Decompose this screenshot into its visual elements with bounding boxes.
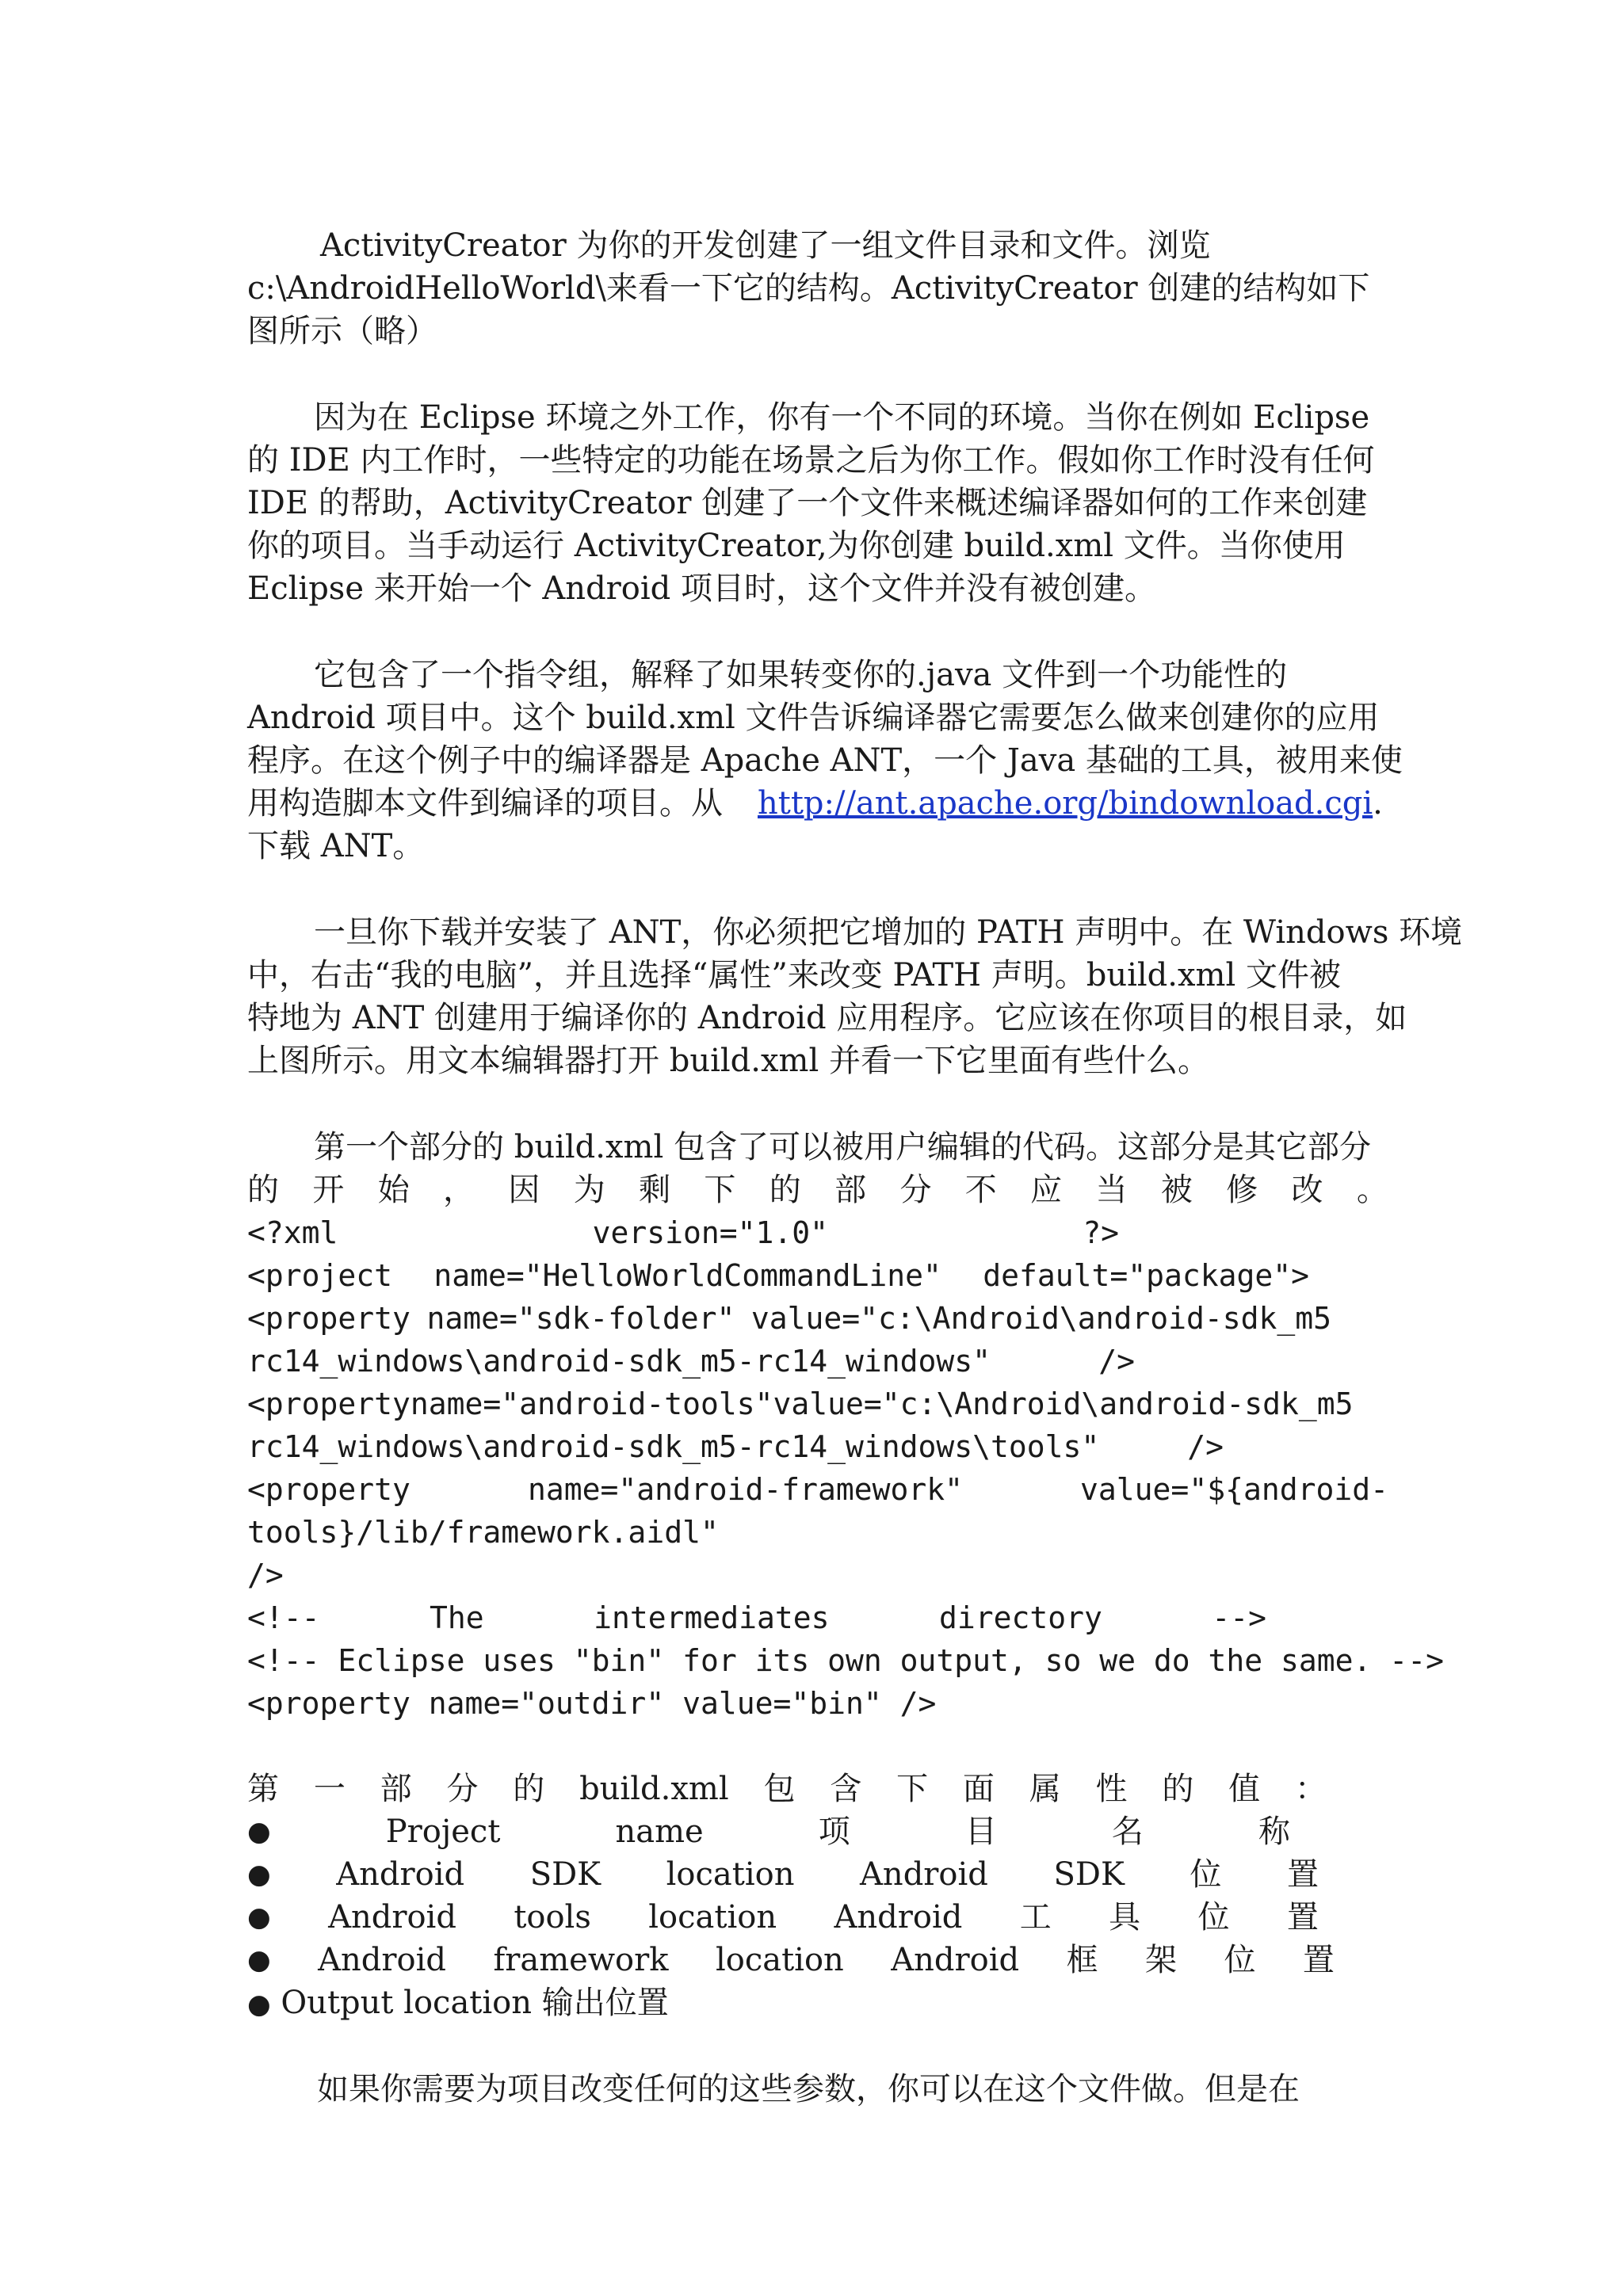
paragraph-1-line-1: ActivityCreator 为你的开发创建了一组文件目录和文件。浏览	[320, 227, 1211, 264]
paragraph-4-line-1: 一旦你下载并安装了 ANT，你必须把它增加的 PATH 声明中。在 Windows 环境	[314, 914, 1463, 951]
word: 性	[1095, 1771, 1128, 1807]
section-heading	[247, 1768, 1327, 1810]
code-line-2	[247, 1254, 1309, 1297]
word: 修	[1226, 1172, 1258, 1208]
word: The	[429, 1600, 484, 1635]
paragraph-2-line-3: IDE 的帮助，ActivityCreator 创建了一个文件来概述编译器如何的工作来创建	[247, 485, 1368, 521]
bullet-item-2	[247, 1853, 1319, 1896]
word: 名	[1111, 1814, 1144, 1850]
word: ●	[247, 1944, 271, 1976]
word: ●	[247, 1901, 271, 1933]
word: ，	[443, 1172, 475, 1208]
word: 因	[508, 1172, 540, 1208]
word: version="1.0"	[592, 1215, 829, 1250]
word: 面	[962, 1771, 995, 1807]
word: 剩	[639, 1172, 671, 1208]
word: 开	[312, 1172, 345, 1208]
paragraph-3-line-4-text: 用构造脚本文件到编译的项目。从	[247, 785, 723, 822]
word: ?>	[1083, 1215, 1119, 1250]
word: 应	[1030, 1172, 1063, 1208]
word: 分	[446, 1771, 479, 1807]
word: 置	[1287, 1856, 1319, 1893]
word: 目	[964, 1814, 997, 1850]
word: 为	[573, 1172, 605, 1208]
word: />	[1098, 1344, 1135, 1379]
word: Android	[860, 1856, 988, 1893]
code-line-1	[247, 1211, 1119, 1254]
code-line-9: />	[247, 1558, 284, 1592]
word: 位	[1197, 1899, 1230, 1936]
bullet-symbol: ●	[247, 1989, 271, 2020]
paragraph-4-line-3: 特地为 ANT 创建用于编译你的 Android 应用程序。它应该在你项目的根目录，如	[247, 1000, 1407, 1036]
word: framework	[493, 1942, 669, 1978]
paragraph-5-line-2	[247, 1169, 1388, 1211]
word: 始	[377, 1172, 410, 1208]
paragraph-3-line-3: 程序。在这个例子中的编译器是 Apache ANT，一个 Java 基础的工具，被用来使	[247, 742, 1403, 779]
word: 含	[830, 1771, 862, 1807]
word: ●	[247, 1859, 271, 1890]
word: 包	[763, 1771, 796, 1807]
word: <property	[247, 1301, 411, 1336]
word: value="${android-	[1080, 1472, 1388, 1507]
word: Android	[328, 1899, 456, 1936]
word: location	[715, 1942, 844, 1978]
word: ●	[247, 1816, 271, 1848]
word: 属	[1029, 1771, 1061, 1807]
word: Project	[385, 1814, 501, 1850]
code-line-3	[247, 1297, 1331, 1340]
paragraph-3-line-4-tail: .	[1373, 785, 1383, 822]
paragraph-3-line-5: 下载 ANT。	[247, 828, 425, 864]
word: 下	[704, 1172, 736, 1208]
word: ：	[1294, 1771, 1327, 1807]
word: rc14_windows\android-sdk_m5-rc14_windows\tools"	[247, 1429, 1100, 1464]
paragraph-3-line-1: 它包含了一个指令组，解释了如果转变你的.java 文件到一个功能性的	[314, 657, 1288, 693]
word: -->	[1212, 1600, 1266, 1635]
word: directory	[938, 1600, 1102, 1635]
word: SDK	[1053, 1856, 1125, 1893]
paragraph-2-line-4: 你的项目。当手动运行 ActivityCreator,为你创建 build.xml 文件。当你使用	[247, 528, 1346, 564]
paragraph-1-line-3: 图所示（略）	[247, 313, 437, 349]
word: 框	[1066, 1942, 1098, 1978]
word: 下	[896, 1771, 929, 1807]
word: name="HelloWorldCommandLine"	[433, 1258, 941, 1293]
paragraph-4-line-4: 上图所示。用文本编辑器打开 build.xml 并看一下它里面有些什么。	[247, 1043, 1209, 1079]
word: Android	[891, 1942, 1020, 1978]
word: <!--	[247, 1600, 320, 1635]
word: 置	[1286, 1899, 1319, 1936]
code-line-6	[247, 1425, 1224, 1468]
word: <?xml	[247, 1215, 338, 1250]
code-line-4	[247, 1340, 1135, 1383]
word: Android	[336, 1856, 465, 1893]
word: 的	[247, 1172, 279, 1208]
word: 具	[1109, 1899, 1141, 1936]
word: 部	[834, 1172, 867, 1208]
word: location	[666, 1856, 795, 1893]
word: 不	[964, 1172, 997, 1208]
bullet-item-1	[247, 1810, 1290, 1853]
word: intermediates	[594, 1600, 830, 1635]
code-line-7	[247, 1468, 1388, 1511]
word: value="c:\Android\android-sdk_m5	[750, 1301, 1331, 1336]
word: <project	[247, 1258, 393, 1293]
code-line-10	[247, 1596, 1266, 1639]
word: 值	[1228, 1771, 1261, 1807]
word: value="c:\Android\android-sdk_m5	[773, 1386, 1354, 1421]
ant-download-link[interactable]: http://ant.apache.org/bindownload.cgi	[758, 785, 1373, 822]
code-line-12: <property name="outdir" value="bin" />	[247, 1686, 937, 1721]
word: default="package">	[983, 1258, 1309, 1293]
word: 称	[1258, 1814, 1290, 1850]
bullet-item-5-text: Output location 输出位置	[281, 1985, 669, 2021]
word: location	[648, 1899, 777, 1936]
bullet-item-3	[247, 1896, 1319, 1939]
word: 分	[899, 1172, 932, 1208]
word: 架	[1145, 1942, 1178, 1978]
word: build.xml	[579, 1771, 729, 1807]
word: 项	[818, 1814, 850, 1850]
paragraph-5-line-1: 第一个部分的 build.xml 包含了可以被用户编辑的代码。这部分是其它部分	[314, 1129, 1371, 1165]
code-line-11: <!-- Eclipse uses "bin" for its own output, so we do the same. -->	[247, 1643, 1444, 1678]
word: 位	[1190, 1856, 1222, 1893]
word: 的	[769, 1172, 801, 1208]
paragraph-2-line-2: 的 IDE 内工作时，一些特定的功能在场景之后为你工作。假如你工作时没有任何	[247, 442, 1375, 479]
paragraph-3-line-4	[247, 782, 1388, 825]
word: />	[1187, 1429, 1224, 1464]
word: SDK	[529, 1856, 601, 1893]
paragraph-2-line-5: Eclipse 来开始一个 Android 项目时，这个文件并没有被创建。	[247, 570, 1156, 607]
word: <property	[247, 1386, 411, 1421]
paragraph-1-line-2: c:\AndroidHelloWorld\来看一下它的结构。ActivityCreator 创建的结构如下	[247, 270, 1370, 307]
word: 部	[380, 1771, 412, 1807]
word: 的	[513, 1771, 545, 1807]
word: name="android-framework"	[527, 1472, 964, 1507]
word: Android	[318, 1942, 446, 1978]
word: 。	[1356, 1172, 1388, 1208]
word: <property	[247, 1472, 411, 1507]
paragraph-4-line-2: 中，右击“我的电脑”，并且选择“属性”来改变 PATH 声明。build.xml 文件被	[247, 957, 1341, 994]
word: name	[615, 1814, 704, 1850]
word: Android	[834, 1899, 963, 1936]
word: 改	[1291, 1172, 1323, 1208]
code-line-8: tools}/lib/framework.aidl"	[247, 1515, 719, 1550]
word: 第	[247, 1771, 279, 1807]
code-line-5	[247, 1383, 1354, 1425]
word: 置	[1302, 1942, 1335, 1978]
word: 的	[1162, 1771, 1194, 1807]
word: name="sdk-folder"	[426, 1301, 735, 1336]
paragraph-3-line-2: Android 项目中。这个 build.xml 文件告诉编译器它需要怎么做来创建你的应用	[247, 700, 1380, 736]
bullet-item-4	[247, 1939, 1335, 1981]
word: rc14_windows\android-sdk_m5-rc14_windows"	[247, 1344, 991, 1379]
paragraph-6-line-1: 如果你需要为项目改变任何的这些参数，你可以在这个文件做。但是在	[317, 2071, 1300, 2107]
word: name="android-tools"	[410, 1386, 773, 1421]
word: 一	[313, 1771, 346, 1807]
paragraph-2-line-1: 因为在 Eclipse 环境之外工作，你有一个不同的环境。当你在例如 Eclipse	[314, 399, 1370, 436]
word: tools	[514, 1899, 591, 1936]
word: 当	[1095, 1172, 1128, 1208]
word: 工	[1019, 1899, 1052, 1936]
word: 位	[1224, 1942, 1256, 1978]
word: 被	[1160, 1172, 1193, 1208]
bullet-item-5	[247, 1981, 1388, 2024]
